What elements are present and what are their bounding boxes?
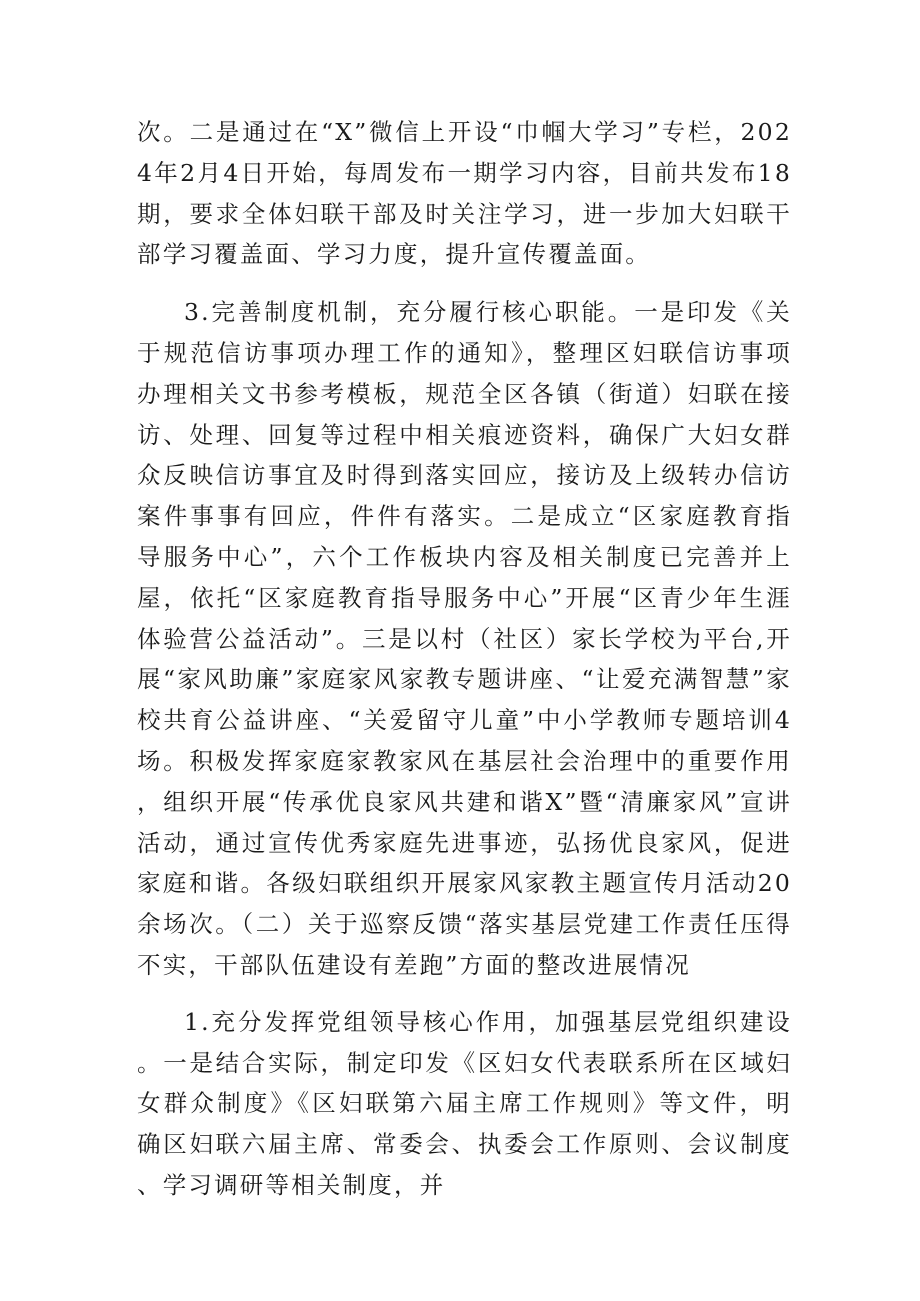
document-body [137, 112, 792, 1206]
paragraph-party-leadership: 1.充分发挥党组领导核心作用，加强基层党组织建设。一是结合实际，制定印发《区妇女代表联系所在区域妇女群众制度》《区妇联第六届主席工作规则》等文件，明确区妇联六届主席、常委会、执委会工作原则、会议制度、学习调研等相关制度，并 [137, 1007, 792, 1199]
paragraph-institutional-mechanism: 3.完善制度机制，充分履行核心职能。一是印发《关于规范信访事项办理工作的通知》，整理区妇联信访事项办理相关文书参考模板，规范全区各镇（街道）妇联在接访、处理、回复等过程中相关痕迹资料，确保广大妇女群众反映信访事宜及时得到落实回应，接访及上级转办信访案件事事有回应，件件有落实。二是成立“区家庭教育指导服务中心”，六个工作板块内容及相关制度已完善并上屋，依托“区家庭教育指导服务中心”开展“区青少年生涯体验营公益活动”。三是以村（社区）家长学校为平台,开展“家风助廉”家庭家风家教专题讲座、“让爱充满智慧”家校共育公益讲座、“关爱留守儿童”中小学教师专题培训4场。积极发挥家庭家教家风在基层社会治理中的重要作用，组织开展“传承优良家风共建和谐X”暨“清廉家风”宣讲活动，通过宣传优秀家庭先进事迹，弘扬优良家风，促进家庭和谐。各级妇联组织开展家风家教主题宣传月活动20余场次。（二）关于巡察反馈“落实基层党建工作责任压得不实，干部队伍建设有差跑”方面的整改进展情况 [137, 298, 792, 979]
paragraph-continuation: 次。二是通过在“X”微信上开设“巾帼大学习”专栏，2024年2月4日开始，每周发布一期学习内容，目前共发布18期，要求全体妇联干部及时关注学习，进一步加大妇联干部学习覆盖面、学习力度，提升宣传覆盖面。 [137, 118, 792, 269]
